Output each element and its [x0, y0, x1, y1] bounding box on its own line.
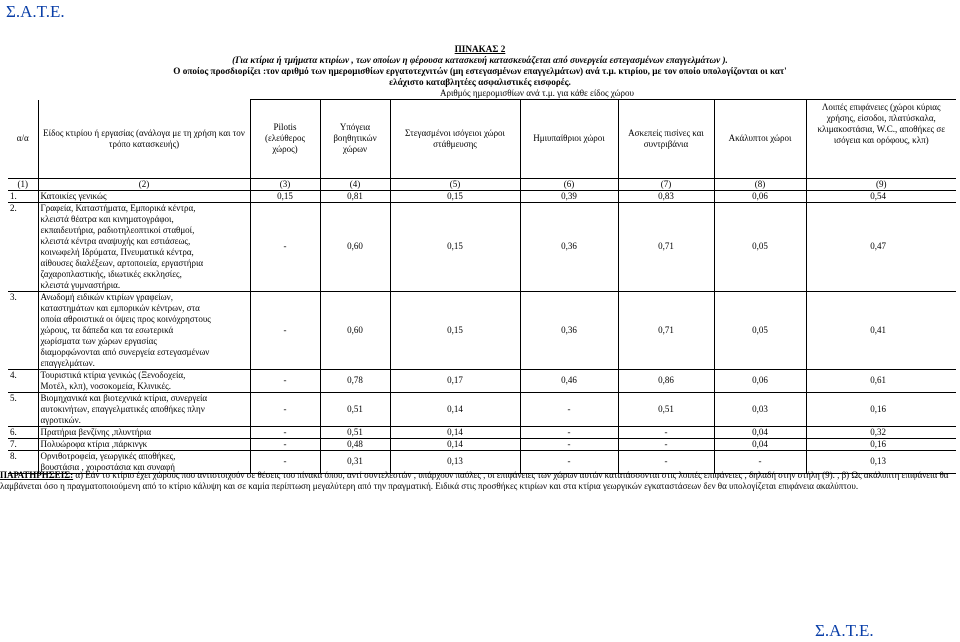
row-value: 0,54	[870, 190, 886, 201]
row-value: -	[618, 438, 714, 450]
table-row	[8, 202, 956, 214]
row-value: 0,78	[320, 369, 390, 392]
row-number	[8, 336, 38, 347]
row-value: 0,41	[870, 324, 886, 335]
row-value: 0,13	[870, 456, 886, 466]
row-value: 0,36	[520, 291, 618, 369]
row-description: διαμορφώνονται από συνεργεία εστεγασμένων	[38, 347, 250, 358]
row-value: 0,47	[870, 241, 886, 251]
row-value: 0,86	[618, 369, 714, 392]
col-number: (1)	[8, 178, 38, 190]
row-value: 0,71	[618, 291, 714, 369]
row-value: -	[250, 369, 320, 392]
row-description: αίθουσες διαλέξεων, αρτοποιεία, εργαστήρια	[38, 258, 250, 269]
row-value: 0,46	[520, 369, 618, 392]
row-value: 0,13	[390, 450, 520, 473]
row-number	[8, 258, 38, 269]
row-number	[8, 214, 38, 225]
row-number	[8, 303, 38, 314]
row-value: 0,04	[714, 438, 806, 450]
col-header-pilotis: Pilotis (ελεύθερος χώρος)	[250, 100, 320, 179]
row-description: Πρατήρια βενζίνης ,πλυντήρια	[38, 426, 250, 438]
row-value: 0,06	[714, 369, 806, 392]
col-number: (4)	[320, 178, 390, 190]
row-value: -	[250, 450, 320, 473]
group-header: Αριθμός ημερομισθίων ανά τ.μ. για κάθε είδος χώρου	[250, 88, 956, 100]
col-header-basement: Υπόγεια βοηθητικών χώρων	[320, 100, 390, 179]
column-header-row	[8, 100, 956, 179]
row-description: επαγγελμάτων.	[38, 358, 250, 370]
row-value: 0,51	[320, 392, 390, 426]
row-value: 0,17	[390, 369, 520, 392]
row-number: 8.	[8, 450, 38, 462]
col-header-pools: Ασκεπείς πισίνες και συντριβάνια	[618, 100, 714, 179]
row-description: αγροτικών.	[38, 415, 250, 427]
row-number	[8, 280, 38, 292]
table-row	[8, 438, 956, 450]
row-value: 0,15	[390, 190, 520, 202]
subtitle-line-2: Ο οποίος προσδιορίζει :τον αριθμό των ημερομισθίων εργατοτεχνιτών (μη εστεγασμένων επαγγελμάτων) ανά τ.μ. κτιρίου, με τον οποίο υπολογίζονται οι κατ'	[173, 66, 787, 76]
row-value: 0,15	[390, 202, 520, 291]
col-number: (2)	[38, 178, 250, 190]
row-number	[8, 269, 38, 280]
row-number	[8, 247, 38, 258]
group-header-row	[8, 88, 956, 100]
row-description: Τουριστικά κτίρια γενικώς (Ξενοδοχεία,	[38, 369, 250, 381]
row-description: οποία αθροιστικά οι όψεις προς κοινόχρηστους	[38, 314, 250, 325]
row-value: 0,16	[870, 438, 886, 449]
col-number: (7)	[618, 178, 714, 190]
row-value: -	[520, 438, 618, 450]
row-value: 0,60	[320, 202, 390, 291]
row-description: καταστημάτων και εμπορικών κέντρων, στα	[38, 303, 250, 314]
row-value: 0,83	[618, 190, 714, 202]
row-description: εκπαιδευτήρια, ραδιοτηλεοπτικοί σταθμοί,	[38, 225, 250, 236]
row-number	[8, 314, 38, 325]
row-value: 0,05	[714, 291, 806, 369]
row-value: -	[250, 438, 320, 450]
row-value: 0,32	[870, 426, 886, 437]
row-value: -	[618, 450, 714, 473]
row-value: -	[520, 392, 618, 426]
row-value: -	[250, 426, 320, 438]
col-number: (3)	[250, 178, 320, 190]
row-value: 0,14	[390, 392, 520, 426]
row-description: Ανωδομή ειδικών κτιρίων γραφείων,	[38, 291, 250, 303]
row-number	[8, 236, 38, 247]
row-number: 3.	[8, 291, 38, 303]
col-header-type: Είδος κτιρίου ή εργασίας (ανάλογα με τη χρήση και τον τρόπο κατασκευής)	[38, 100, 250, 179]
table-row	[8, 291, 956, 303]
row-value: 0,48	[320, 438, 390, 450]
subtitle-line-3: ελάχιστο καταβλητέες ασφαλιστικές εισφορές.	[389, 77, 571, 87]
row-description: Γραφεία, Καταστήματα, Εμπορικά κέντρα,	[38, 202, 250, 214]
remarks-text: α) Εάν το κτίριο έχει χώρους που αντιστοιχούν σε θέσεις του πίνακα όπου, αντί συντελεστών , υπάρχουν παύλες , οι επιφάνειες των χώρων αυτών κατατάσσονται στις λοιπές επιφάνειες , δηλαδή στην στήλη (9). , β) Ως ακάλυπτη επιφάνεια θα λαμβάνεται όσο η πραγματοποιούμενη από το κτίριο κάλυψη και σε καμία περίπτωση μεγαλύτερη από την πραγματική. Ειδικά στις προσθήκες κτιρίων και στα κτίρια γεωργικών εγκαταστάσεων δεν θα υπολογίζεται επιφάνεια ακαλύπτου.	[0, 470, 949, 491]
table-row	[8, 190, 956, 202]
row-value: 0,36	[520, 202, 618, 291]
row-number	[8, 325, 38, 336]
table-title: ΠΙΝΑΚΑΣ 2	[454, 44, 506, 54]
table-row	[8, 450, 956, 462]
row-value: 0,51	[618, 392, 714, 426]
table-body	[8, 190, 956, 473]
org-logo-top: Σ.Α.Τ.Ε.	[6, 2, 65, 21]
row-value: 0,71	[618, 202, 714, 291]
row-value: 0,61	[870, 375, 886, 385]
row-number	[8, 225, 38, 236]
col-number: (9)	[876, 178, 887, 189]
table-row	[8, 392, 956, 404]
row-value: -	[618, 426, 714, 438]
remarks	[0, 470, 955, 492]
row-value: 0,51	[320, 426, 390, 438]
col-number: (6)	[520, 178, 618, 190]
row-value: 0,03	[714, 392, 806, 426]
row-value: 0,14	[390, 438, 520, 450]
table-row	[8, 369, 956, 381]
row-number: 4.	[8, 369, 38, 381]
row-number: 7.	[8, 438, 38, 450]
row-number: 5.	[8, 392, 38, 404]
row-description: βουστάσια , χοιροστάσια και συναφή	[38, 462, 250, 474]
row-value: 0,81	[320, 190, 390, 202]
row-description: χωρίσματα των χώρων εργασίας	[38, 336, 250, 347]
col-number: (8)	[714, 178, 806, 190]
row-value: 0,39	[520, 190, 618, 202]
row-number	[8, 358, 38, 370]
row-description: κλειστά θέατρα και κινηματογράφοι,	[38, 214, 250, 225]
org-logo-bottom: Σ.Α.Τ.Ε.	[815, 621, 874, 640]
row-value: -	[250, 392, 320, 426]
row-value: 0,15	[250, 190, 320, 202]
row-number	[8, 415, 38, 427]
row-description: Ορνιθοτροφεία, γεωργικές αποθήκες,	[38, 450, 250, 462]
remarks-label: ΠΑΡΑΤΗΡΗΣΕΙΣ:	[0, 470, 74, 480]
row-value: 0,05	[714, 202, 806, 291]
row-description: Βιομηχανικά και βιοτεχνικά κτίρια, συνεργεία	[38, 392, 250, 404]
col-number: (5)	[390, 178, 520, 190]
row-description: χώρους, τα δάπεδα και τα εσωτερικά	[38, 325, 250, 336]
row-value: 0,14	[390, 426, 520, 438]
row-value: 0,31	[320, 450, 390, 473]
row-description: Κατοικίες γενικώς	[38, 190, 250, 202]
row-value: 0,60	[320, 291, 390, 369]
row-number	[8, 404, 38, 415]
row-value: -	[250, 202, 320, 291]
col-header-other: Λοιπές επιφάνειες (χώροι κύριας χρήσης, είσοδοι, πλατύσκαλα, κλιμακοστάσια, W.C., αποθήκες σε ισόγεια και ορόφους, κλπ)	[817, 102, 945, 145]
col-header-parking: Στεγασμένοι ισόγειοι χώροι στάθμευσης	[390, 100, 520, 179]
row-number: 2.	[8, 202, 38, 214]
col-header-open-space: Ακάλυπτοι χώροι	[714, 100, 806, 179]
table-row	[8, 426, 956, 438]
row-description: Πολυώροφα κτίρια ,πάρκινγκ	[38, 438, 250, 450]
row-description: κλειστά κέντρα αναψυχής και εστιάσεως,	[38, 236, 250, 247]
row-value: 0,06	[714, 190, 806, 202]
column-number-row	[8, 178, 956, 190]
col-header-aa: α/α	[8, 100, 38, 179]
row-value: 0,04	[714, 426, 806, 438]
workday-rates-table	[8, 88, 956, 474]
row-description: Μοτέλ, κλπ), νοσοκομεία, Κλινικές.	[38, 381, 250, 393]
row-value: -	[714, 450, 806, 473]
row-description: αυτοκινήτων, επαγγελματικές αποθήκες πλην	[38, 404, 250, 415]
row-value: 0,15	[390, 291, 520, 369]
row-number	[8, 347, 38, 358]
row-description: κοινωφελή Ιδρύματα, Πνευματικά κέντρα,	[38, 247, 250, 258]
row-value: -	[250, 291, 320, 369]
col-header-semi-open: Ημιυπαίθριοι χώροι	[520, 100, 618, 179]
row-description: κλειστά γυμναστήρια.	[38, 280, 250, 292]
row-value: 0,16	[870, 403, 886, 414]
row-number	[8, 381, 38, 393]
subtitle-line-1: (Για κτίρια ή τμήματα κτιρίων , των οποίων η φέρουσα κατασκευή κατασκευάζεται από συνεργεία εστεγασμένων επαγγελμάτων ).	[232, 55, 728, 65]
row-value: -	[520, 450, 618, 473]
row-number: 1.	[8, 190, 38, 202]
row-number: 6.	[8, 426, 38, 438]
row-description: ζαχαροπλαστικής, ιδιωτικές εκκλησίες,	[38, 269, 250, 280]
row-value: -	[520, 426, 618, 438]
